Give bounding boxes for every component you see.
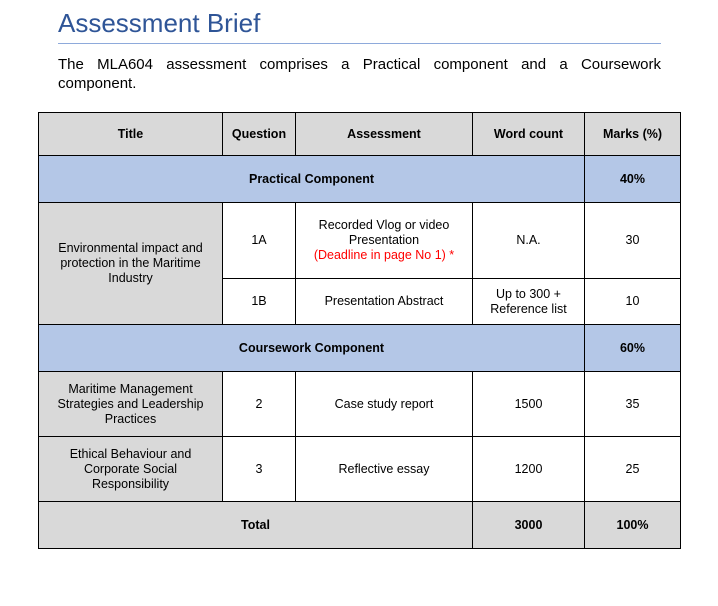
marks-cell: 25	[585, 437, 681, 502]
header-title: Title	[39, 113, 223, 156]
total-row	[39, 502, 681, 549]
title-cell: Ethical Behaviour and Corporate Social Responsibility	[39, 437, 223, 502]
assessment-cell: Reflective essay	[296, 437, 473, 502]
total-label: Total	[39, 502, 473, 549]
table-row	[39, 437, 681, 502]
table-row	[39, 372, 681, 437]
practical-title-cell: Environmental impact and protection in the Maritime Industry	[39, 203, 223, 325]
word-count-cell: 1200	[473, 437, 585, 502]
title-underline	[58, 43, 661, 44]
assessment-cell	[296, 203, 473, 279]
marks-cell: 10	[585, 279, 681, 325]
word-count-cell: N.A.	[473, 203, 585, 279]
deadline-note: (Deadline in page No 1) *	[313, 248, 455, 262]
practical-component-marks: 40%	[585, 156, 681, 203]
assessment-text: Recorded Vlog or video Presentation	[318, 218, 450, 247]
question-cell: 1A	[223, 203, 296, 279]
practical-component-label: Practical Component	[39, 156, 585, 203]
page-title: Assessment Brief	[58, 8, 261, 38]
word-count-cell: 1500	[473, 372, 585, 437]
assessment-cell: Case study report	[296, 372, 473, 437]
header-assessment: Assessment	[296, 113, 473, 156]
intro-paragraph: The MLA604 assessment comprises a Practical component and a Coursework component.	[58, 56, 661, 92]
total-marks: 100%	[585, 502, 681, 549]
assessment-cell: Presentation Abstract	[296, 279, 473, 325]
coursework-component-label: Coursework Component	[39, 325, 585, 372]
word-count-cell: Up to 300 + Reference list	[473, 279, 585, 325]
question-cell: 3	[223, 437, 296, 502]
header-word-count: Word count	[473, 113, 585, 156]
marks-cell: 35	[585, 372, 681, 437]
title-cell: Maritime Management Strategies and Leadership Practices	[39, 372, 223, 437]
question-cell: 2	[223, 372, 296, 437]
table-row	[39, 203, 681, 279]
table-header-row	[39, 113, 681, 156]
total-word-count: 3000	[473, 502, 585, 549]
marks-cell: 30	[585, 203, 681, 279]
coursework-component-row	[39, 325, 681, 372]
assessment-table	[38, 112, 681, 549]
question-cell: 1B	[223, 279, 296, 325]
coursework-component-marks: 60%	[585, 325, 681, 372]
header-marks: Marks (%)	[585, 113, 681, 156]
practical-component-row	[39, 156, 681, 203]
header-question: Question	[223, 113, 296, 156]
